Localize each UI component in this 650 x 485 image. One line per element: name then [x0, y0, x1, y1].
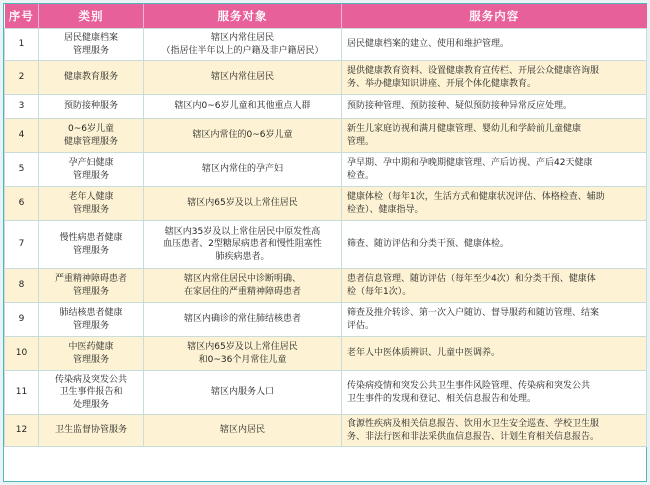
- content-line: 筛查及推介转诊、第一次入户随访、督导服药和随访管理、结案: [347, 308, 600, 318]
- category-line: 健康教育服务: [63, 72, 118, 83]
- service-content: [342, 29, 647, 61]
- table-row: [5, 29, 647, 61]
- table-row: [5, 119, 647, 153]
- target-line: 辖区内居民: [219, 425, 265, 436]
- service-target: [144, 269, 342, 303]
- content-line: 检查。: [347, 170, 375, 181]
- category-line: 中医药健康: [68, 342, 114, 352]
- category-line: 肺结核患者健康: [59, 308, 123, 318]
- row-number: 3: [5, 95, 39, 119]
- header-target: 服务对象: [144, 4, 342, 29]
- service-content: [342, 221, 647, 269]
- target-line: 辖区内确诊的常住肺结核患者: [183, 314, 301, 325]
- service-category: [39, 187, 144, 221]
- target-line: 辖区内常住的0~6岁儿童: [192, 130, 293, 141]
- table-row: [5, 153, 647, 187]
- category-line: 老年人健康: [68, 192, 114, 202]
- service-category: [39, 95, 144, 119]
- service-category: [39, 269, 144, 303]
- category-line: 处理服务: [72, 399, 109, 410]
- service-category: [39, 61, 144, 95]
- service-content: [342, 61, 647, 95]
- row-number: 1: [5, 29, 39, 61]
- row-number: 6: [5, 187, 39, 221]
- service-content: [342, 187, 647, 221]
- service-content: [342, 269, 647, 303]
- content-line: 传染病疫情和突发公共卫生事件风险管理、传染病和突发公共: [347, 381, 591, 391]
- content-line: 健康体检（每年1次，生活方式和健康状况评估、体格检查、辅助: [347, 192, 605, 202]
- target-line: 辖区内常住居民中诊断明确、: [183, 274, 301, 284]
- content-line: 务、非法行医和非法采供血信息报告、计划生育相关信息报告。: [347, 431, 600, 442]
- table-row: [5, 61, 647, 95]
- table-row: [5, 337, 647, 371]
- content-line: 新生儿家庭访视和满月健康管理、婴幼儿和学龄前儿童健康: [347, 124, 582, 134]
- header-num: 序号: [5, 4, 39, 29]
- category-line: 严重精神障碍患者: [54, 274, 127, 284]
- service-table-panel: [3, 3, 647, 482]
- table-row: [5, 95, 647, 119]
- service-category: [39, 371, 144, 415]
- service-target: [144, 371, 342, 415]
- target-line: 辖区内65岁及以上常住居民: [187, 198, 298, 209]
- target-line: 辖区内常住的孕产妇: [201, 164, 283, 175]
- content-line: 食源性疾病及相关信息报告、饮用水卫生安全巡查、学校卫生服: [347, 419, 600, 429]
- service-category: [39, 29, 144, 61]
- content-line: 居民健康档案的建立、使用和维护管理。: [347, 39, 510, 50]
- table-row: [5, 187, 647, 221]
- category-line: 居民健康档案: [63, 33, 118, 43]
- category-line: 传染病及突发公共: [54, 374, 127, 385]
- content-line: 管理。: [347, 136, 375, 147]
- service-content: [342, 415, 647, 447]
- category-line: 管理服务: [72, 204, 109, 215]
- table-header-row: [5, 4, 647, 29]
- target-line: 在家居住的严重精神障碍患者: [183, 286, 301, 297]
- service-target: [144, 303, 342, 337]
- category-line: 健康管理服务: [63, 136, 118, 147]
- service-category: [39, 221, 144, 269]
- table-row: [5, 415, 647, 447]
- service-category: [39, 119, 144, 153]
- row-number: 2: [5, 61, 39, 95]
- content-line: 孕早期、孕中期和孕晚期健康管理、产后访视、产后42天健康: [347, 158, 593, 168]
- category-line: 卫生事件报告和: [59, 387, 123, 398]
- service-category: [39, 337, 144, 371]
- service-target: [144, 415, 342, 447]
- row-number: 12: [5, 415, 39, 447]
- service-target: [144, 187, 342, 221]
- service-category: [39, 303, 144, 337]
- target-line: 辖区内65岁及以上常住居民: [187, 342, 298, 352]
- target-line: 和0~36个月常住儿童: [198, 354, 287, 365]
- service-content: [342, 153, 647, 187]
- row-number: 4: [5, 119, 39, 153]
- target-line: 辖区内常住居民: [210, 72, 274, 83]
- category-line: 0~6岁儿童: [68, 124, 114, 134]
- category-line: 卫生监督协管服务: [54, 425, 127, 436]
- content-line: 评估。: [347, 320, 375, 331]
- category-line: 管理服务: [72, 286, 109, 297]
- service-target: [144, 29, 342, 61]
- service-target: [144, 337, 342, 371]
- content-line: 检（每年1次）。: [347, 286, 412, 297]
- category-line: 管理服务: [72, 354, 109, 365]
- category-line: 管理服务: [72, 170, 109, 181]
- service-target: [144, 119, 342, 153]
- header-content: 服务内容: [342, 4, 647, 29]
- target-line: 辖区内服务人口: [210, 387, 274, 398]
- target-line: （指居住半年以上的户籍及非户籍居民）: [161, 45, 324, 56]
- target-line: 辖区内35岁及以上常住居民中原发性高: [164, 226, 321, 237]
- table-row: [5, 371, 647, 415]
- category-line: 预防接种服务: [63, 101, 118, 112]
- table-row: [5, 269, 647, 303]
- row-number: 10: [5, 337, 39, 371]
- category-line: 慢性病患者健康: [59, 233, 123, 243]
- target-line: 肺疾病患者。: [215, 251, 270, 262]
- service-content: [342, 337, 647, 371]
- target-line: 辖区内0~6岁儿童和其他重点人群: [174, 101, 311, 112]
- service-target: [144, 61, 342, 95]
- service-target: [144, 153, 342, 187]
- target-line: 血压患者、2型糖尿病患者和慢性阻塞性: [163, 239, 322, 250]
- content-line: 卫生事件的发现和登记、相关信息报告和处理。: [347, 393, 537, 404]
- target-line: 辖区内常住居民: [210, 33, 274, 43]
- row-number: 11: [5, 371, 39, 415]
- service-target: [144, 221, 342, 269]
- content-line: 老年人中医体质辨识、儿童中医调养。: [347, 348, 501, 359]
- category-line: 孕产妇健康: [68, 158, 114, 168]
- content-line: 务、举办健康知识讲座、开展个体化健康教育。: [347, 78, 537, 89]
- table-row: [5, 221, 647, 269]
- service-category: [39, 415, 144, 447]
- table-row: [5, 303, 647, 337]
- content-line: 检查）、健康指导。: [347, 204, 424, 215]
- service-category: [39, 153, 144, 187]
- service-content: [342, 95, 647, 119]
- content-line: 预防接种管理、预防接种、疑似预防接种异常反应处理。: [347, 101, 573, 112]
- content-line: 患者信息管理、随访评估（每年至少4次）和分类干预、健康体: [347, 274, 596, 284]
- service-target: [144, 95, 342, 119]
- public-health-services-table: [4, 4, 647, 447]
- row-number: 5: [5, 153, 39, 187]
- service-content: [342, 119, 647, 153]
- content-line: 提供健康教育资料、设置健康教育宣传栏、开展公众健康咨询服: [347, 66, 600, 76]
- row-number: 7: [5, 221, 39, 269]
- service-content: [342, 303, 647, 337]
- content-line: 筛查、随访评估和分类干预、健康体检。: [347, 239, 510, 250]
- header-category: 类别: [39, 4, 144, 29]
- row-number: 9: [5, 303, 39, 337]
- category-line: 管理服务: [72, 45, 109, 56]
- service-content: [342, 371, 647, 415]
- category-line: 管理服务: [72, 245, 109, 256]
- row-number: 8: [5, 269, 39, 303]
- category-line: 管理服务: [72, 320, 109, 331]
